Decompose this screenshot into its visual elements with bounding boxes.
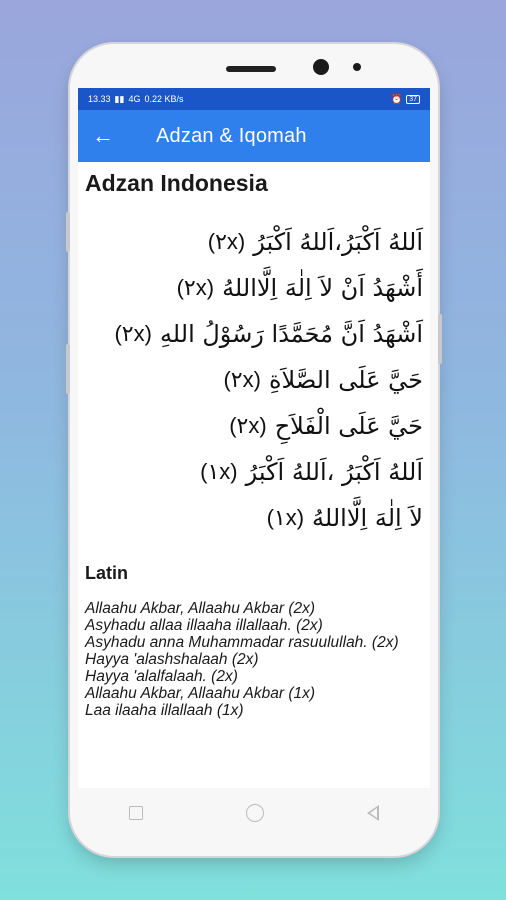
status-bar [78, 88, 430, 110]
arabic-line [85, 357, 423, 403]
page-title: Adzan Indonesia [85, 170, 268, 196]
speaker-grille [226, 66, 276, 72]
arabic-text: حَيَّ عَلَى الصَّلاَةِ [268, 366, 423, 394]
battery-indicator: 37 [406, 95, 420, 104]
arabic-list [85, 219, 423, 541]
content-area[interactable] [78, 170, 430, 719]
arabic-line [85, 495, 423, 541]
arabic-line [85, 219, 423, 265]
signal-icon: ▮▮ [114, 93, 125, 104]
back-triangle-icon[interactable] [367, 805, 379, 821]
screen [78, 88, 430, 788]
arabic-text: اَللهُ اَكْبَرُ ،اَللهُ اَكْبَرُ [245, 458, 423, 486]
status-time: 13.33 [88, 94, 111, 104]
arabic-text: اَشْهَدُ اَنَّ مُحَمَّدًا رَسُوْلُ اللهِ [159, 320, 423, 348]
arabic-text: أَشْهَدُ اَنْ لاَ اِلٰهَ اِلَّااللهُ [222, 274, 423, 302]
home-icon[interactable] [246, 804, 264, 822]
app-bar [78, 110, 430, 162]
alarm-icon: ⏰ [390, 93, 403, 104]
latin-line: Allaahu Akbar, Allaahu Akbar (2x) [85, 600, 316, 617]
repeat-count: (١x) [200, 459, 238, 484]
front-camera [313, 59, 329, 75]
arabic-text: لاَ اِلٰهَ اِلَّااللهُ [312, 504, 423, 532]
power-button [438, 314, 442, 364]
repeat-count: (١x) [266, 505, 305, 530]
speed-label: 0.22 KB/s [144, 94, 184, 104]
latin-line: Laa ilaaha illallaah (1x) [85, 702, 244, 719]
navigation-bar [78, 788, 430, 838]
latin-line: Hayya 'alalfalaah. (2x) [85, 668, 238, 685]
arabic-line [85, 265, 423, 311]
volume-down-button [66, 344, 70, 394]
arabic-text: اَللهُ اَكْبَرُ،اَللهُ اَكْبَرُ [253, 228, 423, 256]
phone-frame [70, 44, 438, 856]
repeat-count: (٢x) [207, 229, 246, 254]
latin-line: Asyhadu allaa illaaha illallaah. (2x) [85, 617, 323, 634]
recent-apps-icon[interactable] [129, 806, 143, 820]
back-arrow-icon[interactable]: ← [92, 123, 114, 148]
latin-section-title: Latin [85, 563, 128, 583]
arabic-text: حَيَّ عَلَى الْفَلاَحِ [274, 412, 423, 440]
app-title: Adzan & Iqomah [156, 124, 307, 147]
repeat-count: (٢x) [223, 367, 261, 392]
proximity-sensor [353, 63, 361, 71]
repeat-count: (٢x) [114, 321, 152, 346]
latin-line: Allaahu Akbar, Allaahu Akbar (1x) [85, 685, 316, 702]
arabic-line [85, 449, 423, 495]
network-label: 4G [128, 94, 141, 104]
arabic-line [85, 311, 423, 357]
repeat-count: (٢x) [229, 413, 267, 438]
volume-button [66, 212, 70, 252]
latin-line: Hayya 'alashshalaah (2x) [85, 651, 259, 668]
arabic-line [85, 403, 423, 449]
latin-line: Asyhadu anna Muhammadar rasuulullah. (2x) [85, 634, 399, 651]
repeat-count: (٢x) [176, 275, 215, 300]
latin-list [85, 600, 423, 719]
